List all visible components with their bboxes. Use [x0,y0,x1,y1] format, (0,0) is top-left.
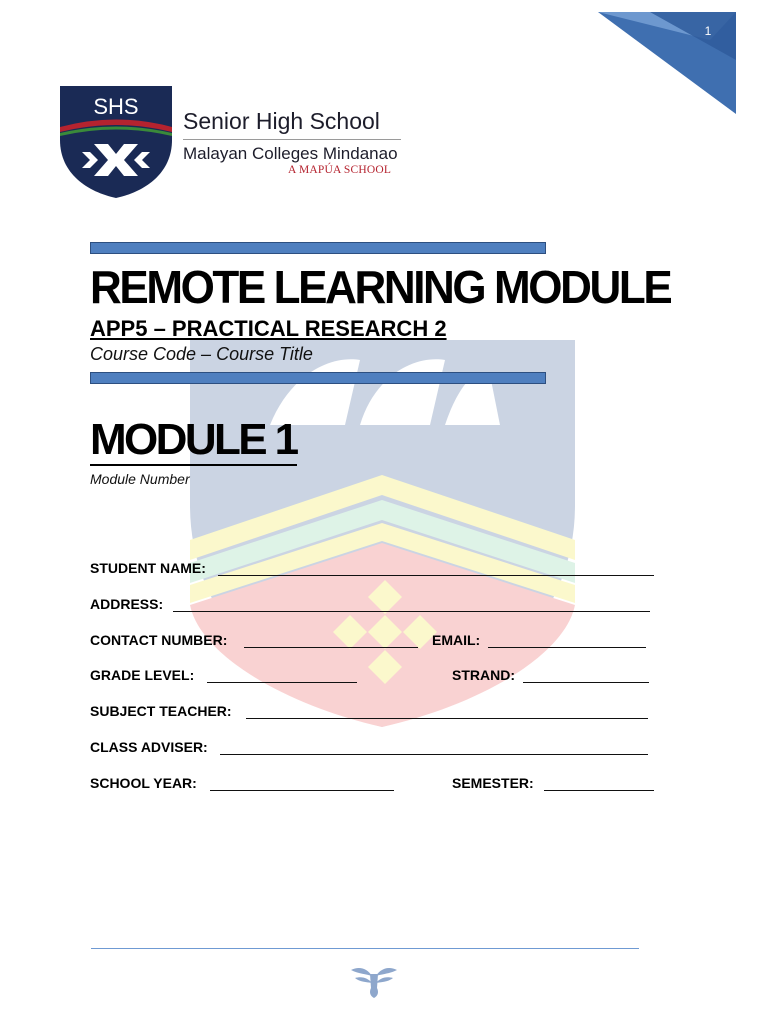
strand-field[interactable] [523,682,649,683]
contact-number-field[interactable] [244,647,418,648]
title-bar-top [90,242,546,254]
footer-emblem-icon [349,964,399,1000]
page-number: 1 [704,24,712,38]
page-corner-decoration [590,0,768,120]
module-number-title: MODULE 1 [90,415,297,464]
strand-label: STRAND: [452,667,515,683]
school-year-field[interactable] [210,790,394,791]
footer-divider [91,948,639,949]
course-code-title: APP5 – PRACTICAL RESEARCH 2 [90,316,447,341]
class-adviser-field[interactable] [220,754,648,755]
subject-teacher-field[interactable] [246,718,648,719]
watermark-shield [180,335,585,735]
grade-level-field[interactable] [207,682,357,683]
email-label: EMAIL: [432,632,481,648]
grade-level-label: GRADE LEVEL: [90,667,195,683]
email-field[interactable] [488,647,646,648]
subject-teacher-label: SUBJECT TEACHER: [90,703,232,719]
semester-label: SEMESTER: [452,775,534,791]
crest-text: SHS [93,94,139,119]
brand-college: Malayan Colleges Mindanao [183,144,398,163]
brand-tagline: A MAPÚA SCHOOL [288,164,392,176]
brand-divider [183,139,401,140]
module-main-title: REMOTE LEARNING MODULE [90,262,671,314]
semester-field[interactable] [544,790,654,791]
course-caption: Course Code – Course Title [90,344,313,364]
student-name-label: STUDENT NAME: [90,560,206,576]
title-bar-bottom [90,372,546,384]
contact-number-label: CONTACT NUMBER: [90,632,228,648]
address-label: ADDRESS: [90,596,164,612]
shs-crest-logo [56,82,176,200]
class-adviser-label: CLASS ADVISER: [90,739,208,755]
brand-name: Senior High School [183,108,380,134]
student-name-field[interactable] [218,575,654,576]
module-number-caption: Module Number [90,471,190,487]
address-field[interactable] [173,611,650,612]
school-year-label: SCHOOL YEAR: [90,775,197,791]
